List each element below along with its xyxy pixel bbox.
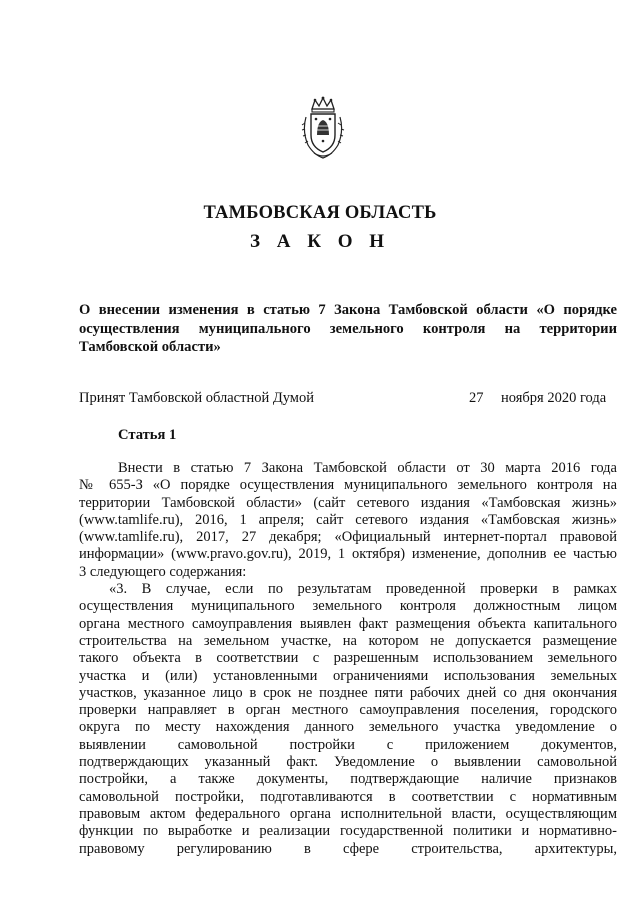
article-title: Статья 1 xyxy=(118,427,177,443)
body-line: участков, указанное лицо в срок не позднее пяти рабочих дней со дня окончания xyxy=(79,684,617,701)
body-line: информации» (www.pravo.gov.ru), 2019, 1 октября) изменение, дополнив ее частью xyxy=(79,546,617,563)
document-type: З А К О Н xyxy=(249,231,391,252)
body-line: Внести в статью 7 Закона Тамбовской области от 30 марта 2016 года xyxy=(118,460,617,476)
body-line: «3. В случае, если по результатам проведенной проверки в рамках xyxy=(109,581,617,598)
body-line: такого объекта в соответствии с разрешенным использованием земельного xyxy=(79,650,617,667)
body-line: органа местного самоуправления выявлен факт размещения объекта капитального xyxy=(79,615,617,632)
tambov-coat-of-arms-icon xyxy=(300,95,346,161)
law-title-line: Тамбовской области» xyxy=(79,339,221,355)
body-line: осуществления муниципального земельного контроля должностным лицом xyxy=(79,598,617,615)
body-line: самовольной постройки, подготавливаются в соответствии с нормативным xyxy=(79,788,617,805)
body-line: функции по выработке и реализации государственной политики и нормативно- xyxy=(79,823,617,840)
adopted-date: ноября 2020 года xyxy=(501,390,607,406)
region-name: ТАМБОВСКАЯ ОБЛАСТЬ xyxy=(203,203,437,223)
body-line: подтверждающих указанный факт. Уведомление о выявлении самовольной xyxy=(79,754,617,771)
law-title xyxy=(79,301,617,357)
body-line: проверки направляет в орган местного самоуправления поселения, городского xyxy=(79,702,617,719)
body-line: правовым актом федерального органа исполнительной власти, осуществляющим xyxy=(79,805,617,822)
body-line: правовому регулированию в сфере строительства, архитектуры, xyxy=(79,840,617,857)
body-line: (www.tamlife.ru), 2017, 27 декабря; «Официальный интернет-портал правовой xyxy=(79,529,617,546)
law-title-line: осуществления муниципального земельного контроля на территории xyxy=(79,320,617,337)
adopted-day: 27 xyxy=(469,390,484,406)
body-line: постройки, а также документы, подтверждающие наличие признаков xyxy=(79,771,617,788)
law-title-line: О внесении изменения в статью 7 Закона Тамбовской области «О порядке xyxy=(79,302,617,318)
body-line: 3 следующего содержания: xyxy=(79,563,247,580)
body-line: № 655-З «О порядке осуществления муниципального земельного контроля на xyxy=(79,477,617,494)
body-line: территории Тамбовской области» (сайт сетевого издания «Тамбовская жизнь» xyxy=(79,494,617,511)
article-body xyxy=(79,460,617,858)
body-line: округа по месту нахождения данного земельного участка уведомление о xyxy=(79,719,617,736)
body-line: строительства на земельном участке, на котором не допускается размещение xyxy=(79,632,617,649)
body-line: (www.tamlife.ru), 2016, 1 апреля; сайт сетевого издания «Тамбовская жизнь» xyxy=(79,511,617,528)
adopted-by: Принят Тамбовской областной Думой xyxy=(79,390,314,406)
body-line: участка и (или) установленными ограничениями использования земельных xyxy=(79,667,617,684)
body-line: выявлении самовольной постройки с приложением документов, xyxy=(79,736,617,753)
